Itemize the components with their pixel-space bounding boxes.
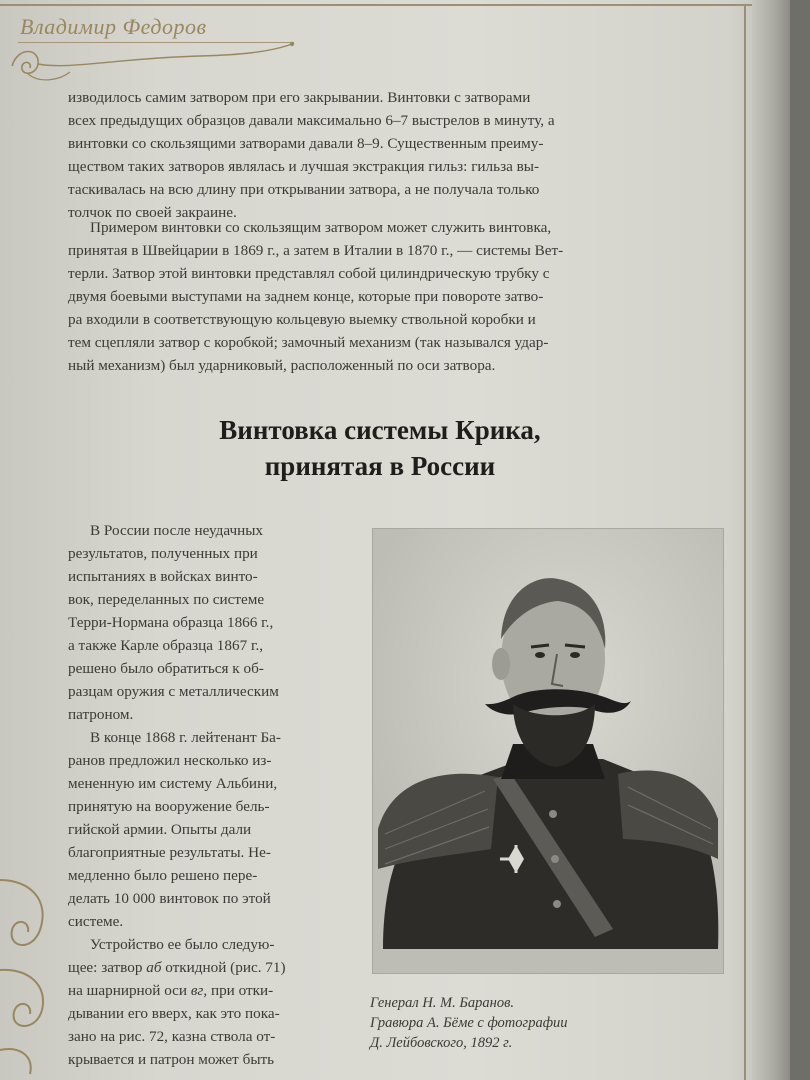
text-line: Терри-Нормана образца 1866 г., (68, 614, 274, 631)
text-line: Устройство ее было следую- (90, 936, 275, 953)
text-line: двумя боевыми выступами на заднем конце, которые при повороте затво- (68, 288, 544, 305)
text-line: результатов, полученных при (68, 545, 258, 562)
text-line: гийской армии. Опыты дали (68, 821, 252, 838)
text-line: крывается и патрон может быть (68, 1051, 275, 1068)
text-span: , при отки- (203, 982, 274, 999)
page-frame-right (744, 6, 746, 1080)
text-line: ранов предложил несколько из- (68, 752, 272, 769)
text-line: толчок по своей закраине. (68, 204, 237, 221)
portrait-illustration (373, 529, 723, 973)
text-line: дывании его вверх, как это пока- (68, 1005, 280, 1022)
text-line: ра входили в соответствующую кольцевую выемку ствольной коробки и (68, 311, 536, 328)
paragraph-vetterli (68, 216, 702, 377)
paragraph-continuation (68, 86, 702, 224)
running-head-author: Владимир Федоров (20, 14, 207, 39)
text-line: благоприятные результаты. Не- (68, 844, 271, 861)
text-line: мененную им систему Альбини, (68, 775, 278, 792)
text-line: винтовки со скользящими затворами давали 8–9. Существенным преиму- (68, 135, 544, 152)
text-line: делать 10 000 винтовок по этой (68, 890, 271, 907)
text-line: таскивалась на всю длину при открывании затвора, а не получала только (68, 181, 540, 198)
column-text (68, 519, 346, 1071)
section-heading (90, 412, 670, 484)
book-gutter (752, 0, 790, 1080)
text-line: В конце 1868 г. лейтенант Ба- (90, 729, 281, 746)
portrait-engraving (372, 528, 724, 974)
flourish-ornament-icon (0, 36, 300, 86)
figure-label-ab: аб (146, 959, 162, 976)
text-line: ный механизм) был ударниковый, расположенный по оси затвора. (68, 357, 496, 374)
text-line: зано на рис. 72, казна ствола от- (68, 1028, 276, 1045)
text-line: терли. Затвор этой винтовки представлял собой цилиндрическую трубку с (68, 265, 550, 282)
corner-scroll-ornament-icon (0, 860, 70, 1080)
text-line: ществом таких затворов являлась и лучшая экстракция гильз: гильза вы- (68, 158, 540, 175)
text-line: патроном. (68, 706, 134, 723)
text-line (68, 979, 346, 1002)
text-line: принятая в Швейцарии в 1869 г., а затем в Италии в 1870 г., — системы Вет- (68, 242, 564, 259)
text-line: испытаниях в войсках винто- (68, 568, 258, 585)
text-line: изводилось самим затвором при его закрывании. Винтовки с затворами (68, 89, 531, 106)
text-line (68, 956, 346, 979)
text-line: разцам оружия с металлическим (68, 683, 279, 700)
text-line: всех предыдущих образцов давали максимально 6–7 выстрелов в минуту, а (68, 112, 555, 129)
page-frame-top (0, 4, 760, 6)
text-line: тем сцепляли затвор с коробкой; замочный механизм (так назывался удар- (68, 334, 549, 351)
caption-line: Гравюра А. Бёме с фотографии (370, 1015, 568, 1031)
section-heading-line: принятая в России (264, 451, 496, 481)
text-line: системе. (68, 913, 124, 930)
text-line: принятую на вооружение бель- (68, 798, 270, 815)
caption-line: Д. Лейбовского, 1892 г. (370, 1035, 513, 1051)
figure-label-vg: вг (190, 982, 204, 999)
text-line: решено было обратиться к об- (68, 660, 264, 677)
portrait-caption (370, 993, 700, 1053)
text-span: щее: затвор (68, 959, 147, 976)
section-heading-line: Винтовка системы Крика, (219, 415, 541, 445)
caption-line: Генерал Н. М. Баранов. (370, 995, 515, 1011)
text-line: а также Карле образца 1867 г., (68, 637, 264, 654)
text-line: медленно было решено пере- (68, 867, 258, 884)
text-span: откидной (рис. 71) (161, 959, 286, 976)
text-line: В России после неудачных (90, 522, 264, 539)
text-line: вок, переделанных по системе (68, 591, 265, 608)
text-span: на шарнирной оси (68, 982, 191, 999)
text-line: Примером винтовки со скользящим затвором может служить винтовка, (90, 219, 552, 236)
